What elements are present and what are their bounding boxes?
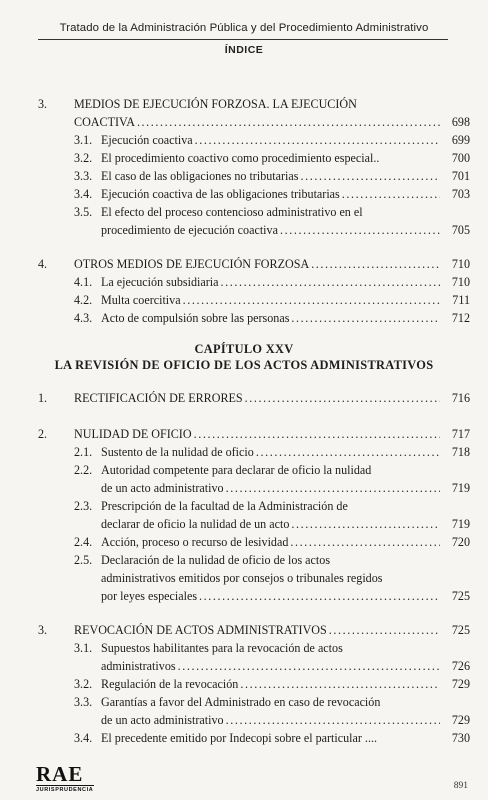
leader-dots — [300, 167, 440, 185]
leader-dots — [178, 657, 440, 675]
toc-entry — [0, 693, 488, 711]
toc-entry-title: Acto de compulsión sobre las personas — [101, 311, 290, 325]
toc-entry — [0, 675, 488, 693]
page-number: 891 — [453, 781, 468, 791]
toc-entry-title: Sustento de la nulidad de oficio — [101, 445, 254, 459]
toc-entry-text-line — [101, 657, 440, 675]
publisher-logo: RAE — [36, 762, 84, 786]
toc-entry-text-line — [101, 551, 440, 569]
leader-dots — [226, 711, 440, 729]
toc-entry-text-line — [101, 693, 440, 711]
toc-entry-title: OTROS MEDIOS DE EJECUCIÓN FORZOSA — [74, 257, 310, 271]
toc-entry-number: 2.3. — [74, 499, 93, 513]
toc-entry-text-line — [101, 221, 440, 239]
leader-dots — [199, 587, 440, 605]
toc-entry-title: El efecto del proceso contencioso administrativo en el — [101, 205, 363, 219]
toc-entry — [0, 95, 488, 113]
toc-entry-page: 725 — [451, 623, 470, 637]
toc-entry-page: 711 — [452, 293, 470, 307]
toc-entry-title: El precedente emitido por Indecopi sobre el particular .... — [101, 731, 378, 745]
leader-dots — [137, 113, 440, 131]
toc-entry-title: Multa coercitiva — [101, 293, 181, 307]
toc-entry-title: NULIDAD DE OFICIO — [74, 427, 192, 441]
toc-entry-page: 699 — [451, 133, 470, 147]
leader-dots — [290, 533, 440, 551]
toc-entry-title: administrativos emitidos por consejos o tribunales regidos — [101, 571, 383, 585]
toc-entry — [0, 729, 488, 747]
toc-entry-page: 712 — [451, 311, 470, 325]
toc-entry-page: 719 — [451, 517, 470, 531]
toc-entry-text-line — [101, 149, 440, 167]
toc-entry-text-line — [74, 255, 440, 273]
toc-entry-number: 3.1. — [74, 641, 93, 655]
toc-entry-title: procedimiento de ejecución coactiva — [101, 223, 278, 237]
leader-dots — [291, 515, 440, 533]
toc-entry-number: 3.4. — [74, 187, 93, 201]
toc-entry — [0, 461, 488, 479]
toc-entry-number: 2.5. — [74, 553, 93, 567]
header-rule — [38, 39, 448, 40]
toc-entry-page: 710 — [451, 257, 470, 271]
leader-dots — [240, 675, 440, 693]
toc-entry-title: MEDIOS DE EJECUCIÓN FORZOSA. LA EJECUCIÓN — [74, 97, 357, 111]
toc-entry-title: Supuestos habilitantes para la revocación de actos — [101, 641, 343, 655]
toc-entry — [0, 273, 488, 291]
toc-entry-page: 703 — [451, 187, 470, 201]
toc-entry-number: 3.4. — [74, 731, 93, 745]
toc-entry-number: 3. — [38, 97, 48, 111]
toc-entry-title: El caso de las obligaciones no tributarias — [101, 169, 299, 183]
leader-dots — [221, 273, 440, 291]
toc-entry-page: 701 — [451, 169, 470, 183]
section-heading: ÍNDICE — [224, 44, 264, 56]
toc-entry-text-line — [74, 389, 440, 407]
toc-entry-title: de un acto administrativo — [101, 481, 224, 495]
toc-entry — [0, 389, 488, 407]
toc-entry-text-line — [101, 729, 440, 747]
toc-entry-number: 2.1. — [74, 445, 93, 459]
toc-entry — [0, 551, 488, 569]
toc-entry-title: La ejecución subsidiaria — [101, 275, 219, 289]
toc-entry-text-line — [101, 587, 440, 605]
toc-entry-number: 4.3. — [74, 311, 93, 325]
toc-entry-title: RECTIFICACIÓN DE ERRORES — [74, 391, 243, 405]
toc-entry-page: 705 — [451, 223, 470, 237]
toc-entry-page: 698 — [451, 115, 470, 129]
leader-dots — [342, 185, 440, 203]
toc-entry — [0, 639, 488, 657]
publisher-logo-subtitle: JURISPRUDENCIA — [36, 787, 94, 793]
toc-entry — [0, 221, 488, 239]
toc-entry-number: 1. — [38, 391, 48, 405]
toc-entry-title: de un acto administrativo — [101, 713, 224, 727]
leader-dots — [245, 389, 440, 407]
leader-dots — [311, 255, 440, 273]
toc-entry-page: 729 — [451, 677, 470, 691]
toc-entry-title: Acción, proceso o recurso de lesividad — [101, 535, 289, 549]
toc-entry-title: El procedimiento coactivo como procedimiento especial.. — [101, 151, 380, 165]
toc-entry — [0, 149, 488, 167]
toc-entry-page: 716 — [451, 391, 470, 405]
toc-entry — [0, 113, 488, 131]
toc-entry — [0, 479, 488, 497]
toc-entry-page: 718 — [451, 445, 470, 459]
leader-dots — [329, 621, 440, 639]
toc-entry-text-line — [101, 569, 440, 587]
toc-entry-text-line — [101, 309, 440, 327]
toc-entry-number: 3. — [38, 623, 48, 637]
toc-entry — [0, 569, 488, 587]
toc-entry — [0, 657, 488, 675]
toc-entry-number: 3.2. — [74, 151, 93, 165]
leader-dots — [280, 221, 440, 239]
toc-entry-page: 730 — [451, 731, 470, 745]
toc-entry — [0, 621, 488, 639]
toc-entry-text-line — [101, 515, 440, 533]
running-header-title: Tratado de la Administración Pública y del Procedimiento Administrativo — [59, 22, 429, 34]
toc-entry — [0, 255, 488, 273]
toc-entry-number: 2.2. — [74, 463, 93, 477]
toc-entry-number: 3.5. — [74, 205, 93, 219]
toc-entry-text-line — [101, 461, 440, 479]
toc-entry-text-line — [101, 711, 440, 729]
leader-dots — [195, 131, 440, 149]
toc-entry-page: 725 — [451, 589, 470, 603]
toc-entry-number: 3.1. — [74, 133, 93, 147]
toc-entry-text-line — [101, 167, 440, 185]
chapter-title: LA REVISIÓN DE OFICIO DE LOS ACTOS ADMINISTRATIVOS — [54, 358, 434, 372]
toc-entry-page: 720 — [451, 535, 470, 549]
toc-entry — [0, 167, 488, 185]
toc-entry-title: COACTIVA — [74, 115, 135, 129]
toc-entry-title: Ejecución coactiva de las obligaciones tributarias — [101, 187, 340, 201]
toc-entry-text-line — [101, 203, 440, 221]
leader-dots — [183, 291, 440, 309]
toc-entry-title: Prescripción de la facultad de la Administración de — [101, 499, 348, 513]
toc-entry-number: 3.3. — [74, 169, 93, 183]
toc-entry-text-line — [74, 425, 440, 443]
toc-entry — [0, 291, 488, 309]
toc-entry — [0, 443, 488, 461]
toc-entry-number: 4. — [38, 257, 48, 271]
toc-entry — [0, 203, 488, 221]
toc-entry-number: 3.3. — [74, 695, 93, 709]
toc-entry-text-line — [101, 131, 440, 149]
toc-entry — [0, 587, 488, 605]
toc-entry — [0, 425, 488, 443]
toc-entry-title: Garantías a favor del Administrado en caso de revocación — [101, 695, 381, 709]
toc-entry-title: REVOCACIÓN DE ACTOS ADMINISTRATIVOS — [74, 623, 327, 637]
toc-entry-title: Regulación de la revocación — [101, 677, 239, 691]
toc-entry — [0, 515, 488, 533]
toc-entry-page: 719 — [451, 481, 470, 495]
toc-entry-number: 4.2. — [74, 293, 93, 307]
toc-entry-page: 710 — [451, 275, 470, 289]
leader-dots — [226, 479, 440, 497]
leader-dots — [256, 443, 440, 461]
toc-entry-text-line — [74, 95, 440, 113]
toc-entry-page: 729 — [451, 713, 470, 727]
toc-entry-number: 4.1. — [74, 275, 93, 289]
toc-entry-text-line — [74, 113, 440, 131]
toc-entry-number: 2. — [38, 427, 48, 441]
leader-dots — [194, 425, 440, 443]
leader-dots — [291, 309, 440, 327]
toc-entry-text-line — [101, 675, 440, 693]
toc-entry — [0, 131, 488, 149]
toc-entry — [0, 497, 488, 515]
toc-entry — [0, 185, 488, 203]
toc-entry — [0, 711, 488, 729]
toc-entry — [0, 533, 488, 551]
toc-entry — [0, 309, 488, 327]
toc-entry-title: Declaración de la nulidad de oficio de los actos — [101, 553, 331, 567]
toc-entry-text-line — [101, 497, 440, 515]
toc-entry-text-line — [101, 443, 440, 461]
toc-entry-number: 2.4. — [74, 535, 93, 549]
toc-entry-title: Autoridad competente para declarar de oficio la nulidad — [101, 463, 372, 477]
toc-entry-text-line — [101, 273, 440, 291]
toc-entry-page: 726 — [451, 659, 470, 673]
toc-entry-number: 3.2. — [74, 677, 93, 691]
toc-entry-text-line — [74, 621, 440, 639]
chapter-label: CAPÍTULO XXV — [194, 342, 294, 356]
toc-entry-page: 700 — [451, 151, 470, 165]
toc-entry-title: por leyes especiales — [101, 589, 198, 603]
toc-entry-title: administrativos — [101, 659, 176, 673]
toc-entry-text-line — [101, 291, 440, 309]
toc-entry-text-line — [101, 479, 440, 497]
toc-entry-text-line — [101, 639, 440, 657]
toc-entry-title: Ejecución coactiva — [101, 133, 193, 147]
toc-entry-text-line — [101, 533, 440, 551]
toc-entry-text-line — [101, 185, 440, 203]
toc-entry-title: declarar de oficio la nulidad de un acto — [101, 517, 290, 531]
toc-entry-page: 717 — [451, 427, 470, 441]
